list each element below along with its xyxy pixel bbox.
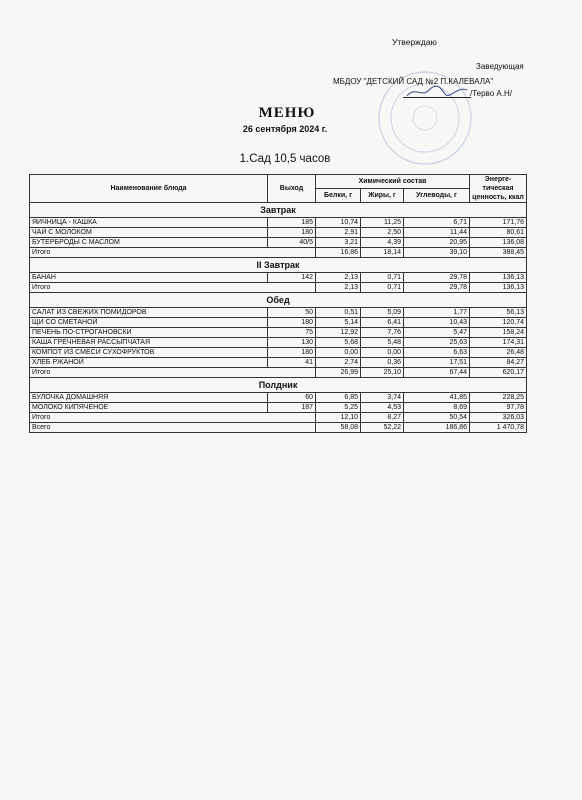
dish-energy: 56,13 xyxy=(470,308,527,318)
dish-fats: 5,09 xyxy=(361,308,404,318)
dish-name: ПЕЧЕНЬ ПО-СТРОГАНОВСКИ xyxy=(30,328,268,338)
total-fats: 0,71 xyxy=(361,283,404,293)
table-row xyxy=(30,238,527,248)
dish-carbs: 10,43 xyxy=(404,318,470,328)
dish-carbs: 20,95 xyxy=(404,238,470,248)
dish-energy: 136,13 xyxy=(470,273,527,283)
dish-name: ЩИ СО СМЕТАНОЙ xyxy=(30,318,268,328)
total-carbs: 29,78 xyxy=(404,283,470,293)
table-row xyxy=(30,358,527,368)
dish-carbs: 29,78 xyxy=(404,273,470,283)
dish-output: 185 xyxy=(268,218,316,228)
section-title: Завтрак xyxy=(30,203,527,218)
total-fats: 25,10 xyxy=(361,368,404,378)
dish-fats: 0,71 xyxy=(361,273,404,283)
dish-carbs: 6,63 xyxy=(404,348,470,358)
table-row xyxy=(30,318,527,328)
total-proteins: 2,13 xyxy=(316,283,361,293)
table-row xyxy=(30,348,527,358)
table-row xyxy=(30,273,527,283)
dish-energy: 136,08 xyxy=(470,238,527,248)
table-row xyxy=(30,218,527,228)
dish-output: 50 xyxy=(268,308,316,318)
header-energy: Энерге-тическая ценность, ккал xyxy=(470,175,527,203)
dish-proteins: 3,21 xyxy=(316,238,361,248)
approval-position: Заведующая xyxy=(476,62,524,71)
approval-signature: /Терво А.Н/ xyxy=(470,89,512,98)
total-energy: 620,17 xyxy=(470,368,527,378)
dish-name: МОЛОКО КИПЯЧЕНОЕ xyxy=(30,403,268,413)
dish-output: 142 xyxy=(268,273,316,283)
dish-proteins: 2,13 xyxy=(316,273,361,283)
menu-table-body xyxy=(30,203,527,433)
dish-energy: 228,25 xyxy=(470,393,527,403)
dish-output: 180 xyxy=(268,348,316,358)
grand-total-row xyxy=(30,423,527,433)
total-label: Итого xyxy=(30,248,316,258)
dish-output: 180 xyxy=(268,228,316,238)
header-dish: Наименование блюда xyxy=(30,175,268,203)
section-row xyxy=(30,378,527,393)
total-proteins: 12,10 xyxy=(316,413,361,423)
dish-proteins: 12,92 xyxy=(316,328,361,338)
total-proteins: 16,86 xyxy=(316,248,361,258)
dish-energy: 80,61 xyxy=(470,228,527,238)
dish-fats: 2,50 xyxy=(361,228,404,238)
total-row xyxy=(30,283,527,293)
grand-total-carbs: 186,86 xyxy=(404,423,470,433)
dish-output: 180 xyxy=(268,318,316,328)
table-row xyxy=(30,338,527,348)
table-row xyxy=(30,393,527,403)
dish-name: КОМПОТ ИЗ СМЕСИ СУХОФРУКТОВ xyxy=(30,348,268,358)
dish-fats: 7,76 xyxy=(361,328,404,338)
section-title: II Завтрак xyxy=(30,258,527,273)
dish-name: БАНАН xyxy=(30,273,268,283)
section-title: Обед xyxy=(30,293,527,308)
dish-carbs: 1,77 xyxy=(404,308,470,318)
total-row xyxy=(30,248,527,258)
dish-proteins: 5,25 xyxy=(316,403,361,413)
total-proteins: 26,99 xyxy=(316,368,361,378)
menu-table xyxy=(29,174,527,433)
header-proteins: Белки, г xyxy=(316,189,361,203)
approval-organization: МБДОУ "ДЕТСКИЙ САД №2 П.КАЛЕВАЛА" xyxy=(333,77,494,86)
section-title: Полдник xyxy=(30,378,527,393)
dish-carbs: 6,71 xyxy=(404,218,470,228)
dish-energy: 97,78 xyxy=(470,403,527,413)
dish-proteins: 2,91 xyxy=(316,228,361,238)
dish-name: БУЛОЧКА ДОМАШНЯЯ xyxy=(30,393,268,403)
dish-proteins: 10,74 xyxy=(316,218,361,228)
dish-carbs: 41,85 xyxy=(404,393,470,403)
dish-name: ЧАЙ С МОЛОКОМ xyxy=(30,228,268,238)
dish-proteins: 6,85 xyxy=(316,393,361,403)
dish-proteins: 5,14 xyxy=(316,318,361,328)
header-output: Выход xyxy=(268,175,316,203)
dish-proteins: 5,68 xyxy=(316,338,361,348)
dish-proteins: 0,00 xyxy=(316,348,361,358)
total-fats: 8,27 xyxy=(361,413,404,423)
total-row xyxy=(30,413,527,423)
dish-fats: 0,36 xyxy=(361,358,404,368)
signature-scribble-icon xyxy=(405,84,469,100)
dish-carbs: 25,63 xyxy=(404,338,470,348)
dish-energy: 84,27 xyxy=(470,358,527,368)
dish-output: 187 xyxy=(268,403,316,413)
dish-output: 41 xyxy=(268,358,316,368)
header-chemical: Химический состав xyxy=(316,175,470,189)
total-label: Итого xyxy=(30,413,316,423)
dish-carbs: 5,47 xyxy=(404,328,470,338)
document-subtitle: 1.Сад 10,5 часов xyxy=(239,153,331,165)
total-fats: 18,14 xyxy=(361,248,404,258)
total-carbs: 39,10 xyxy=(404,248,470,258)
dish-energy: 171,76 xyxy=(470,218,527,228)
dish-name: ХЛЕБ РЖАНОЙ xyxy=(30,358,268,368)
dish-energy: 26,48 xyxy=(470,348,527,358)
document-title: МЕНЮ xyxy=(258,105,316,121)
total-label: Итого xyxy=(30,368,316,378)
grand-total-proteins: 58,08 xyxy=(316,423,361,433)
dish-fats: 0,00 xyxy=(361,348,404,358)
table-row xyxy=(30,228,527,238)
dish-proteins: 2,74 xyxy=(316,358,361,368)
total-label: Итого xyxy=(30,283,316,293)
grand-total-fats: 52,22 xyxy=(361,423,404,433)
dish-name: БУТЕРБРОДЫ С МАСЛОМ xyxy=(30,238,268,248)
total-energy: 136,13 xyxy=(470,283,527,293)
total-energy: 388,45 xyxy=(470,248,527,258)
dish-output: 40/5 xyxy=(268,238,316,248)
document-date: 26 сентября 2024 г. xyxy=(242,124,328,134)
total-energy: 326,03 xyxy=(470,413,527,423)
dish-energy: 158,24 xyxy=(470,328,527,338)
dish-output: 75 xyxy=(268,328,316,338)
table-row xyxy=(30,403,527,413)
dish-proteins: 0,51 xyxy=(316,308,361,318)
dish-carbs: 11,44 xyxy=(404,228,470,238)
grand-total-label: Всего xyxy=(30,423,316,433)
section-row xyxy=(30,203,527,218)
dish-fats: 4,53 xyxy=(361,403,404,413)
dish-carbs: 8,69 xyxy=(404,403,470,413)
total-carbs: 50,54 xyxy=(404,413,470,423)
dish-fats: 6,41 xyxy=(361,318,404,328)
table-row xyxy=(30,328,527,338)
dish-energy: 120,74 xyxy=(470,318,527,328)
total-carbs: 67,44 xyxy=(404,368,470,378)
approval-title: Утверждаю xyxy=(392,37,437,47)
dish-fats: 5,48 xyxy=(361,338,404,348)
dish-name: ЯИЧНИЦА - КАШКА xyxy=(30,218,268,228)
dish-energy: 174,31 xyxy=(470,338,527,348)
table-row xyxy=(30,308,527,318)
dish-fats: 11,25 xyxy=(361,218,404,228)
dish-fats: 4,39 xyxy=(361,238,404,248)
dish-fats: 3,74 xyxy=(361,393,404,403)
section-row xyxy=(30,293,527,308)
header-fats: Жиры, г xyxy=(361,189,404,203)
dish-name: САЛАТ ИЗ СВЕЖИХ ПОМИДОРОВ xyxy=(30,308,268,318)
header-carbs: Углеводы, г xyxy=(404,189,470,203)
dish-name: КАША ГРЕЧНЕВАЯ РАССЫПЧАТАЯ xyxy=(30,338,268,348)
dish-carbs: 17,51 xyxy=(404,358,470,368)
grand-total-energy: 1 470,78 xyxy=(470,423,527,433)
dish-output: 60 xyxy=(268,393,316,403)
total-row xyxy=(30,368,527,378)
section-row xyxy=(30,258,527,273)
dish-output: 130 xyxy=(268,338,316,348)
